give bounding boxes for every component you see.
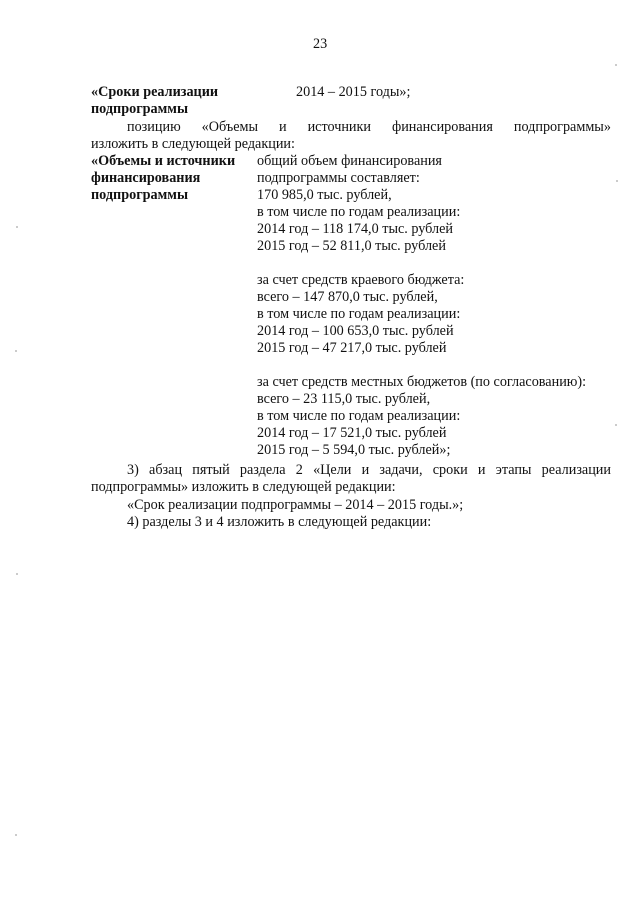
row2-value-line: 2015 год – 52 811,0 тыс. рублей [257,238,446,254]
row2-value-line: за счет средств местных бюджетов (по согласованию): [257,374,587,390]
row2-value-line: 2015 год – 5 594,0 тыс. рублей»; [257,442,451,458]
row2-label-line3: подпрограммы [91,187,189,203]
row2-value-line: всего – 23 115,0 тыс. рублей, [257,391,431,407]
scan-speck [16,226,18,228]
para1-word: финансирования [392,119,493,135]
row2-value-line: общий объем финансирования [257,153,442,169]
row1-value: 2014 – 2015 годы»; [296,84,411,100]
para5: 4) разделы 3 и 4 изложить в следующей редакции: [127,514,432,530]
scan-speck [615,64,617,66]
scan-speck [16,573,18,575]
row2-value-line: в том числе по годам реализации: [257,204,461,220]
scan-speck [15,834,17,836]
row2-value-line: 170 985,0 тыс. рублей, [257,187,392,203]
scan-speck [616,180,618,182]
para3-line2: подпрограммы» изложить в следующей редакции: [91,479,396,495]
para1-word: и [279,119,287,135]
row2-value-line: за счет средств краевого бюджета: [257,272,465,288]
para1-line2: изложить в следующей редакции: [91,136,295,152]
row2-value-line: всего – 147 870,0 тыс. рублей, [257,289,438,305]
row2-value-line: 2014 год – 118 174,0 тыс. рублей [257,221,454,237]
row2-label-line2: финансирования [91,170,201,186]
para1-word: позицию [127,119,181,135]
scan-speck [15,350,17,352]
row1-label-line2: подпрограммы [91,101,189,117]
row2-value-line: 2014 год – 100 653,0 тыс. рублей [257,323,454,339]
row2-value-line: 2014 год – 17 521,0 тыс. рублей [257,425,447,441]
para4: «Срок реализации подпрограммы – 2014 – 2015 годы.»; [127,497,464,513]
para1-word: источники [307,119,372,135]
row2-value-line: в том числе по годам реализации: [257,408,461,424]
scan-speck [615,424,617,426]
para1-line1 [127,119,611,136]
para1-word: «Объемы [201,119,259,135]
page-number: 23 [313,36,328,52]
row1-label-line1: «Сроки реализации [91,84,219,100]
row2-value-line: подпрограммы составляет: [257,170,420,186]
row2-label-line1: «Объемы и источники [91,153,236,169]
row2-value-line: 2015 год – 47 217,0 тыс. рублей [257,340,447,356]
row2-value-line: в том числе по годам реализации: [257,306,461,322]
para3-line1: 3) абзац пятый раздела 2 «Цели и задачи, сроки и этапы реализации [127,462,611,478]
para1-word: подпрограммы» [513,119,611,135]
